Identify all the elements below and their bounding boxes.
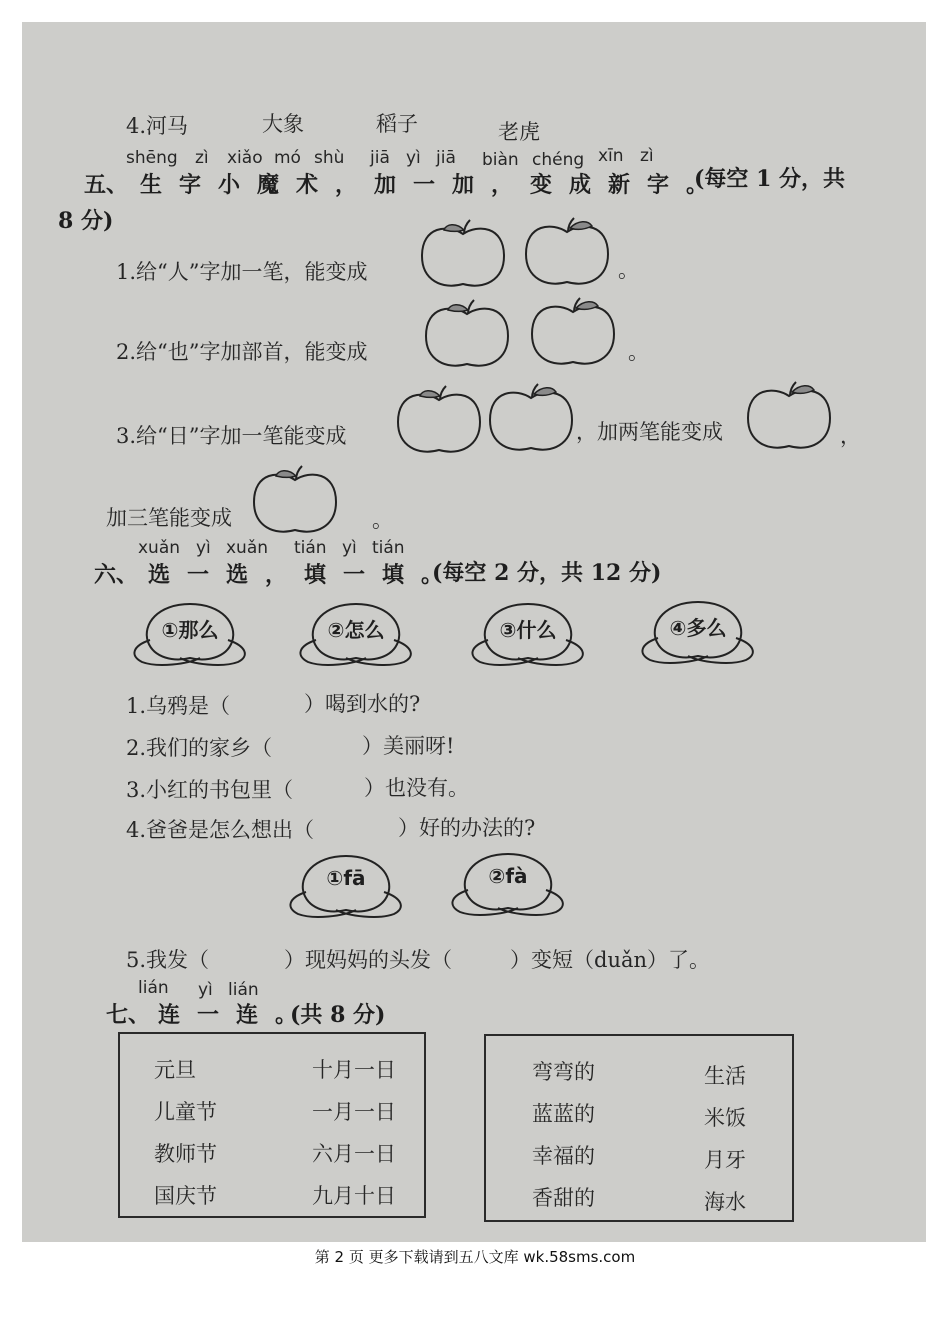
s5-pinyin-6: jiā — [370, 148, 390, 168]
exam-page — [22, 22, 926, 1242]
s7-pinyin-3: lián — [228, 980, 259, 1000]
s5-pinyin-11: xīn — [598, 146, 624, 166]
festival-name[interactable]: 儿童节 — [154, 1100, 217, 1124]
s6-q2-start: 2.我们的家乡（ — [126, 736, 273, 760]
s6-q1-start: 1.乌鸦是（ — [126, 694, 231, 718]
apple-blank-3[interactable] — [422, 298, 512, 372]
s6-q5-end: ）变短（duǎn）了。 — [510, 948, 711, 972]
s6-q3-start: 3.小红的书包里（ — [126, 778, 294, 802]
s5-pinyin-4: mó — [274, 148, 301, 168]
s6-number: 六、 — [94, 562, 139, 588]
s5-pinyin-5: shù — [314, 148, 345, 168]
option-peach-3[interactable]: ③什么 — [466, 600, 590, 670]
s5-pinyin-8: jiā — [436, 148, 456, 168]
s5-pinyin-2: zì — [195, 148, 209, 168]
apple-blank-4[interactable] — [528, 296, 618, 370]
phrase-match-box — [484, 1034, 794, 1222]
s6-pinyin-4: tián — [294, 538, 327, 558]
s5-pinyin-3: xiǎo — [227, 148, 263, 168]
s5-score: (每空 1 分，共 — [694, 166, 846, 192]
s6-q4-end: ）好的办法的? — [398, 816, 536, 840]
adjective-item[interactable]: 蓝蓝的 — [532, 1102, 595, 1126]
s6-pinyin-5: yì — [342, 538, 357, 558]
s6-q3-end: ）也没有。 — [364, 776, 469, 800]
apple-blank-2[interactable] — [522, 216, 612, 290]
s5-q2-period: 。 — [628, 340, 649, 364]
apple-blank-5[interactable] — [394, 384, 484, 458]
q4-item-daozi: 稻子 — [376, 112, 418, 136]
q4-item-hema: 4.河马 — [126, 114, 189, 138]
s7-pinyin-2: yì — [198, 980, 213, 1000]
festival-match-box — [118, 1032, 426, 1218]
option-peach-fa2[interactable]: ②fà — [446, 850, 570, 920]
s5-number: 五、 — [84, 172, 129, 198]
s5-pinyin-7: yì — [406, 148, 421, 168]
noun-item[interactable]: 月牙 — [704, 1148, 746, 1172]
option-peach-4[interactable]: ④多么 — [636, 598, 760, 668]
option-peach-fa1[interactable]: ①fā — [284, 852, 408, 922]
s6-q5-mid: ）现妈妈的头发（ — [284, 948, 452, 972]
s5-pinyin-12: zì — [640, 146, 654, 166]
s6-score: (每空 2 分，共 12 分) — [432, 560, 662, 586]
option-peach-2[interactable]: ②怎么 — [294, 600, 418, 670]
s6-title: 选一选，填一填。 — [148, 562, 461, 588]
s5-score-cont: 8 分) — [58, 208, 114, 234]
noun-item[interactable]: 生活 — [704, 1064, 746, 1088]
s5-pinyin-10: chéng — [532, 150, 585, 170]
noun-item[interactable]: 米饭 — [704, 1106, 746, 1130]
s5-q1: 1.给“人”字加一笔，能变成 — [116, 260, 368, 284]
apple-blank-1[interactable] — [418, 218, 508, 292]
festival-name[interactable]: 国庆节 — [154, 1184, 217, 1208]
adjective-item[interactable]: 香甜的 — [532, 1186, 595, 1210]
s7-number: 七、 — [106, 1002, 151, 1028]
noun-item[interactable]: 海水 — [704, 1190, 746, 1214]
s5-q3-part2: ，加两笔能变成 — [576, 420, 723, 444]
s6-pinyin-1: xuǎn — [138, 538, 181, 558]
s6-q5-start: 5.我发（ — [126, 948, 210, 972]
festival-name[interactable]: 元旦 — [154, 1058, 196, 1082]
apple-blank-8[interactable] — [250, 464, 340, 538]
option-peach-1[interactable]: ①那么 — [128, 600, 252, 670]
s5-title: 生字小魔术，加一加，变成新字。 — [140, 172, 726, 198]
s7-pinyin-1: lián — [138, 978, 169, 998]
s6-pinyin-3: xuǎn — [226, 538, 269, 558]
s5-pinyin-1: shēng — [126, 148, 178, 168]
s5-q3-part3: 加三笔能变成 — [106, 506, 232, 530]
festival-date[interactable]: 九月十日 — [312, 1184, 396, 1208]
s5-q3-period: 。 — [372, 508, 393, 532]
s6-pinyin-6: tián — [372, 538, 405, 558]
s6-q4-start: 4.爸爸是怎么想出（ — [126, 818, 315, 842]
festival-date[interactable]: 十月一日 — [312, 1058, 396, 1082]
s6-q1-end: ）喝到水的? — [304, 692, 421, 716]
s5-q3-comma: ， — [840, 424, 861, 448]
s5-q3-part1: 3.给“日”字加一笔能变成 — [116, 424, 347, 448]
q4-item-daxiang: 大象 — [262, 112, 304, 136]
festival-date[interactable]: 六月一日 — [312, 1142, 396, 1166]
apple-blank-7[interactable] — [744, 380, 834, 454]
q4-item-laohu: 老虎 — [498, 120, 540, 144]
s5-pinyin-9: biàn — [482, 150, 519, 170]
s7-score: (共 8 分) — [290, 1002, 386, 1028]
festival-name[interactable]: 教师节 — [154, 1142, 217, 1166]
adjective-item[interactable]: 幸福的 — [532, 1144, 595, 1168]
s5-q1-period: 。 — [618, 258, 639, 282]
page-footer: 第 2 页 更多下载请到五八文库 wk.58sms.com — [314, 1248, 636, 1266]
s7-title: 连一连。 — [158, 1002, 315, 1028]
s6-q2-end: ）美丽呀! — [362, 734, 455, 758]
festival-date[interactable]: 一月一日 — [312, 1100, 396, 1124]
apple-blank-6[interactable] — [486, 382, 576, 456]
s6-pinyin-2: yì — [196, 538, 211, 558]
s5-q2: 2.给“也”字加部首，能变成 — [116, 340, 368, 364]
adjective-item[interactable]: 弯弯的 — [532, 1060, 595, 1084]
